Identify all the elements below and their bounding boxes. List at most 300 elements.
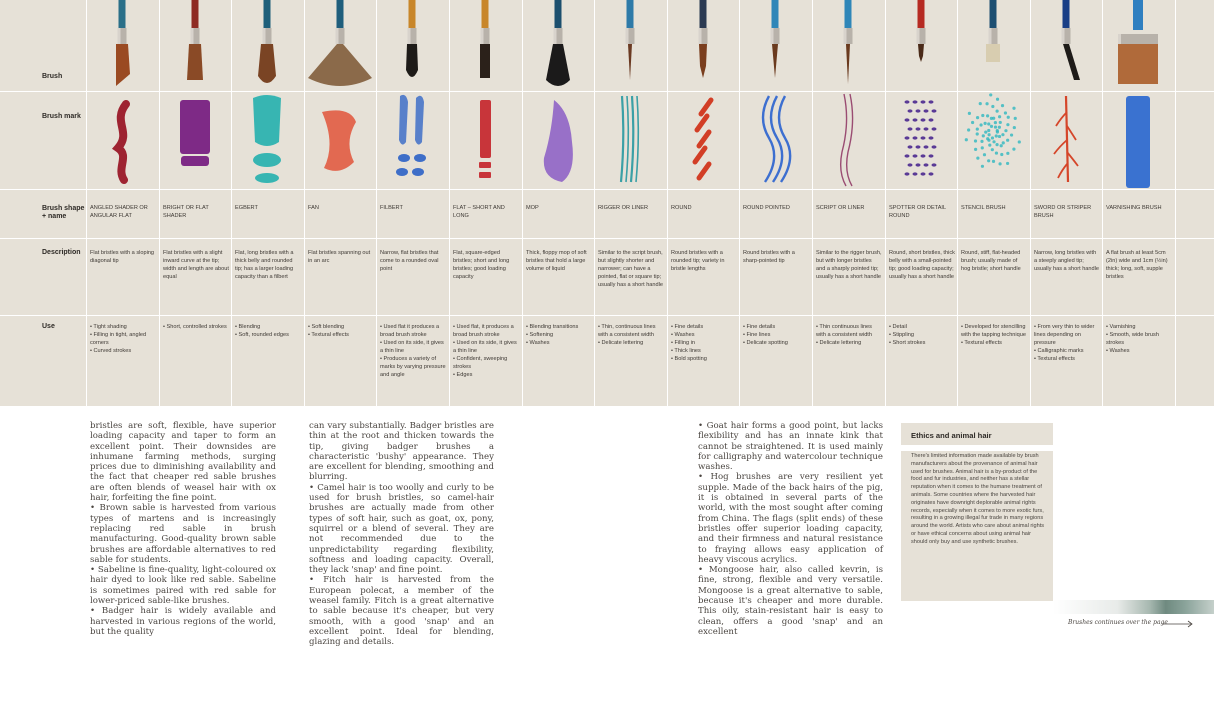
sidebar-divider [901,445,1053,451]
brush-description: A flat brush at least 5cm (2in) wide and 1cm (½in) thick; long, soft, supple bristles [1106,250,1168,280]
paint-mark [181,156,209,166]
paint-mark [1018,140,1021,143]
paint-mark [998,115,1001,118]
paint-mark [976,127,979,130]
paint-mark [996,110,999,113]
paint-mark [999,121,1002,124]
brush-use-item: • Textural effects [961,340,1002,346]
brush-uses [1034,323,1100,363]
paint-mark [913,154,918,157]
brush-use-item: • Blending transitions [526,324,579,330]
paint-mark [908,145,913,148]
body-paragraph: • Brown sable is harvested from various types of martens and is increasingly replacing red sable in brush manufacturing. Good-quality brown sable brushes are affordable alternatives to red sable for students. [90,503,276,565]
brush-illustration [449,0,521,91]
paint-mark [118,104,126,180]
body-paragraph: • Camel hair is too woolly and curly to be used for brush bristles, so camel-hair brushes are actually made from other types of soft hair, such as goat, ox, pony, squirrel or a blend of several. They are not recommended due to the unpredictability regarding flexibility, softness and loading capacity. Overall, they lack 'snap' and fine point. [309,482,494,576]
brush-mark-sample [667,92,739,189]
brush-description: Flat bristles spanning out in an arc [308,250,371,264]
body-text-column-3 [698,421,883,637]
brush-use-item: • Produces a variety of marks by varying pressure and angle [380,356,446,378]
brush-name: ANGLED SHADER OR ANGULAR FLAT [90,205,148,219]
brush-description: Flat, square-edged bristles; short and long bristles; good loading capacity [453,250,510,280]
brush-description: Round bristles with a sharp-pointed tip [743,250,795,264]
brush-mark-sample [449,92,521,189]
paint-mark [913,136,918,139]
body-paragraph: • Mongoose hair, also called kevrin, is fine, strong, flexible and very versatile. Mongoose is a great alternative to sable, because it's cheaper and more durable. This oily, stain-resistant hair is easy to clean, offers a good 'snap' and an excellent [698,565,883,637]
paint-mark [994,121,997,124]
paint-mark [971,121,974,124]
paint-mark [847,94,853,186]
paint-mark [929,136,934,139]
brush-name: SCRIPT OR LINER [816,205,865,211]
paint-mark [921,154,926,157]
brush-uses [816,323,882,347]
brush-illustration [739,0,811,91]
paint-mark [924,145,929,148]
brush-handle [555,0,562,30]
paint-mark [398,154,410,162]
paint-mark [905,136,910,139]
paint-mark [987,139,990,142]
brush-use-item: • Soft, rounded edges [235,332,289,338]
paint-mark [1010,133,1013,136]
paint-mark [982,134,985,137]
brush-bristles [772,44,778,78]
brush-bristles [308,44,372,86]
paint-mark [1066,96,1068,182]
paint-mark [479,162,491,168]
brush-uses [526,323,592,347]
brush-illustration [231,0,303,91]
brush-illustration [522,0,594,91]
brush-use-item: • Used on its side, it gives a thin line [380,340,444,354]
brush-name: STENCIL BRUSH [961,205,1006,211]
brush-handle [700,0,707,30]
brush-uses [308,323,374,339]
paint-mark [701,100,711,114]
brush-uses [90,323,156,355]
brush-description: Round bristles with a rounded tip; variety in bristle lengths [671,250,725,272]
brush-use-item: • Blending [235,324,261,330]
paint-mark [988,143,991,146]
brush-name: ROUND [671,205,692,211]
brush-use-item: • Thin, continuous lines with a consistent width [598,324,656,338]
brush-use-item: • Short, controlled strokes [163,324,227,330]
brush-use-item: • Washes [1106,348,1130,354]
paint-mark [996,129,999,132]
brush-use-item: • Filling in tight, angled corners [90,332,147,346]
brush-use-item: • Textural effects [1034,356,1075,362]
brush-name: EGBERT [235,205,258,211]
paint-mark [631,96,633,182]
brush-bristles [187,44,203,80]
paint-mark [322,110,356,171]
table-column-divider [1175,0,1176,406]
paint-mark [989,93,992,96]
brush-handle [772,0,779,30]
paint-mark [180,100,210,154]
paint-mark [415,96,424,145]
body-paragraph: • Hog brushes are very resilient yet supple. Made of the back hairs of the pig, it is obtained in several parts of the world, with the most sought after coming from China. The flags (split ends) of these bristles offer superior loading capacity, and their firmness and natural resistance to fraying allows easy application of heavy viscous acrylics. [698,472,883,565]
paint-mark [1000,144,1003,147]
paint-mark [974,139,977,142]
body-text-column-1 [90,421,276,637]
paint-mark [913,100,918,103]
table-row-divider [0,189,1214,190]
brush-name: FAN [308,205,319,211]
brush-uses [961,323,1027,347]
paint-mark [1006,139,1009,142]
brush-description: Flat, long bristles with a thick belly and rounded tip; has a larger loading capacity than a filbert [235,250,294,280]
paint-mark [905,154,910,157]
paint-mark [913,172,918,175]
paint-mark [1002,141,1005,144]
paint-mark [965,138,968,141]
body-paragraph: • Badger hair is widely available and harvested in various regions of the world, but the quality [90,606,276,637]
brush-mark-sample [1102,92,1174,189]
brush-use-item: • Detail [889,324,907,330]
brush-use-item: • From very thin to wider lines depending on pressure [1034,324,1095,346]
paint-mark [983,153,986,156]
brush-mark-sample [594,92,666,189]
paint-mark [998,126,1001,129]
brush-handle [845,0,852,30]
paint-mark [921,118,926,121]
paint-mark [921,172,926,175]
body-text-column-2 [309,421,494,648]
brush-name: SPOTTER OR DETAIL ROUND [889,205,946,219]
paint-mark [621,96,623,182]
row-label-shape-name: Brush shape + name [42,205,85,220]
brush-bristles [1118,44,1158,84]
body-paragraph: bristles are soft, flexible, have superior loading capacity and taper to form an excellent point. Their downsides are inhumane farming methods, surging prices due to diminishing availability and the fact that cheaper red sable brushes are often blends of weasel hair with ox hair, forfeiting the fine point. [90,421,276,504]
paint-mark [924,163,929,166]
paint-mark [1006,123,1009,126]
paint-mark [990,117,993,120]
brush-illustration [304,0,376,91]
brush-use-item: • Delicate spotting [743,340,788,346]
brush-handle [409,0,416,30]
paint-mark [998,162,1001,165]
paint-mark [984,131,987,134]
brush-bristles [480,44,490,78]
paint-mark [908,163,913,166]
paint-mark [994,125,997,128]
paint-mark [981,146,984,149]
paint-mark [924,109,929,112]
ethics-sidebar [901,423,1053,601]
brush-use-item: • Edges [453,372,473,378]
paint-mark [990,125,993,128]
color-swatch-strip [1053,600,1214,614]
paint-mark [399,95,408,145]
brush-mark-sample [159,92,231,189]
brush-description: Narrow, long bristles with a steeply angled tip; usually has a short handle [1034,250,1099,272]
brush-mark-sample [885,92,957,189]
brush-uses [235,323,301,339]
sidebar-title: Ethics and animal hair [911,431,992,440]
paint-mark [979,102,982,105]
brush-illustration [159,0,231,91]
brush-use-item: • Bold spotting [671,356,707,362]
brush-handle [1133,0,1143,30]
brush-use-item: • Confident, sweeping strokes [453,356,508,370]
paint-mark [991,136,994,139]
paint-mark [1054,140,1067,154]
brush-handle [627,0,634,30]
brush-illustration [812,0,884,91]
paint-mark [396,168,408,176]
row-label-use: Use [42,323,55,330]
brush-description: Similar to the rigger brush, but with longer bristles and a sharply pointed tip; usually has a short handle [816,250,882,280]
brush-description: Round, short bristles, thick belly with a small-pointed tip; good loading capacity; usually has a short handle [889,250,955,280]
brush-use-item: • Filling in [671,340,696,346]
brush-name: FLAT – SHORT AND LONG [453,205,505,219]
paint-mark [1001,133,1004,136]
body-paragraph: can vary substantially. Badger bristles are thin at the root and thicken towards the tip, giving badger brushes a characteristic 'bushy' appearance. They are excellent for blending, smoothing and blurring. [309,421,494,483]
paint-mark [253,95,281,146]
paint-mark [929,118,934,121]
brush-bristles [406,44,418,77]
brush-name: RIGGER OR LINER [598,205,649,211]
brush-use-item: • Stippling [889,332,914,338]
paint-mark [1006,162,1009,165]
row-label-brush-mark: Brush mark [42,113,81,120]
brush-handle [119,0,126,30]
paint-mark [921,136,926,139]
brush-name: BRIGHT OR FLAT SHADER [163,205,209,219]
brush-illustration [1030,0,1102,91]
brush-name: FILBERT [380,205,403,211]
paint-mark [1056,112,1067,126]
paint-mark [991,148,994,151]
brush-use-item: • Curved strokes [90,348,132,354]
paint-mark [1000,153,1003,156]
brush-mark-sample [812,92,884,189]
paint-mark [1067,126,1076,140]
paint-mark [924,127,929,130]
brush-mark-sample [522,92,594,189]
paint-mark [916,145,921,148]
brush-use-item: • Thick lines [671,348,701,354]
paint-mark [976,157,979,160]
brush-name: MOP [526,205,539,211]
brush-uses [671,323,737,363]
paint-mark [1012,148,1015,151]
paint-mark [697,116,707,130]
brush-handle [192,0,199,30]
paint-mark [1058,164,1067,178]
paint-mark [916,127,921,130]
paint-mark [932,109,937,112]
paint-mark [699,132,709,146]
brush-bristles [116,44,130,86]
brush-uses [380,323,446,379]
paint-mark [412,168,424,176]
paint-mark [979,123,982,126]
brush-description: Thick, floppy mop of soft bristles that hold a large volume of liquid [526,250,587,272]
brush-handle [482,0,489,30]
brush-mark-sample [304,92,376,189]
brush-illustration [957,0,1029,91]
paint-mark [974,148,977,151]
paint-mark [695,148,705,162]
brush-use-item: • Calligraphic marks [1034,348,1084,354]
paint-mark [967,128,970,131]
brush-mark-sample [231,92,303,189]
brush-use-item: • Used flat it produces a broad brush stroke [380,324,440,338]
brush-name: ROUND POINTED [743,205,790,211]
brush-uses [163,323,229,331]
paint-mark [699,164,709,178]
brush-uses [1106,323,1172,355]
brush-use-item: • Used on its side, it gives a thin line [453,340,517,354]
paint-mark [968,112,971,115]
arrow-right-icon [1162,620,1194,628]
paint-mark [981,165,984,168]
paint-mark [992,160,995,163]
paint-mark [932,127,937,130]
brush-description: Flat bristles with a slight inward curve at the tip; width and length are about equal [163,250,229,280]
paint-mark [1004,111,1007,114]
brush-use-item: • Fine lines [743,332,771,338]
paint-mark [929,100,934,103]
brush-use-item: • Tight shading [90,324,127,330]
paint-mark [916,163,921,166]
brush-use-item: • Fine details [743,324,776,330]
brush-use-item: • Short strokes [889,340,926,346]
paint-mark [908,127,913,130]
brush-handle [990,0,997,30]
brush-bristles [546,44,570,86]
table-row-divider [0,238,1214,239]
brush-use-item: • Used flat, it produces a broad brush stroke [453,324,514,338]
brush-illustration [86,0,158,91]
paint-mark [981,114,984,117]
row-label-brush: Brush [42,73,63,80]
paint-mark [995,134,998,137]
brush-mark-sample [1030,92,1102,189]
paint-mark [995,151,998,154]
paint-mark [841,94,847,186]
paint-mark [1126,96,1150,188]
paint-mark [414,154,426,162]
brush-use-item: • Varnishing [1106,324,1136,330]
brush-use-item: • Smooth, wide brush strokes [1106,332,1159,346]
brush-uses [453,323,519,379]
brush-mark-sample [86,92,158,189]
brush-use-item: • Delicate lettering [598,340,644,346]
body-paragraph: • Sabeline is fine-quality, light-coloured ox hair dyed to look like red sable. Sabeline is sometimes paired with red sable for lower-priced sable-like brushes. [90,565,276,607]
brush-handle [1063,0,1070,30]
paint-mark [1013,126,1016,129]
paint-mark [916,109,921,112]
paint-mark [980,140,983,143]
paint-mark [991,105,994,108]
brush-bristles [846,44,850,84]
brush-bristles [918,44,924,62]
paint-mark [998,135,1001,138]
brush-illustration [667,0,739,91]
paint-mark [255,173,279,183]
paint-mark [987,122,990,125]
brush-handle [264,0,271,30]
brush-name: SWORD OR STRIPER BRUSH [1034,205,1092,219]
brush-illustration [1102,0,1174,91]
paint-mark [1001,104,1004,107]
paint-mark [987,159,990,162]
brush-handle [337,0,344,30]
paint-mark [1007,116,1010,119]
paint-mark [929,154,934,157]
paint-mark [480,100,491,158]
brush-use-item: • Washes [671,332,695,338]
brush-uses [598,323,664,347]
brush-mark-sample [957,92,1029,189]
brush-description: Narrow, flat bristles that come to a rounded oval point [380,250,439,272]
paint-mark [1006,152,1009,155]
brush-use-item: • Fine details [671,324,704,330]
paint-mark [905,118,910,121]
paint-mark [908,109,913,112]
paint-mark [995,143,998,146]
paint-mark [932,163,937,166]
row-label-description: Description [42,249,81,256]
paint-mark [1014,117,1017,120]
body-paragraph: • Fitch hair is harvested from the European polecat, a member of the weasel family. Fitch is a great alternative to sable because it's cheaper, but very smooth, with a good 'snap' and an excellent point. Ideal for blending, glazing and details. [309,575,494,648]
brush-use-item: • Soft blending [308,324,345,330]
sidebar-text: There's limited information made available by brush manufacturers about the provenance of animal hair used for brushes. Animal hair is a by-product of the food and fur industries, and neither has a stellar reputation when it comes to the humane treatment of animals. Some countries where the harvested hair originates have downright deplorable animal rights records, especially when it comes to more exotic furs, resulting in a growing illegal fur trade in many regions around the world. Artists who care about animal rights or have ethical concerns about using animal hair should only buy and use synthetic brushes. [911,453,1045,545]
brush-use-item: • Softening [526,332,554,338]
paint-mark [984,122,987,125]
brush-description: Flat bristles with a sloping diagonal tip [90,250,155,264]
brush-bristles [986,44,1000,62]
paint-mark [985,102,988,105]
paint-mark [1004,129,1007,132]
paint-mark [913,118,918,121]
brush-bristles [699,44,707,78]
paint-mark [992,140,995,143]
brush-mark-sample [739,92,811,189]
brush-mark-sample [376,92,448,189]
brush-handle [918,0,925,30]
brush-illustration [376,0,448,91]
brush-description: Round, stiff, flat-headed brush; usually made of hog bristle; short handle [961,250,1021,272]
continues-note: Brushes continues over the page [1068,619,1168,626]
paint-mark [626,96,628,182]
brush-name: VARNISHING BRUSH [1106,205,1162,211]
brush-bristles [628,44,632,80]
brush-use-item: • Textural effects [308,332,349,338]
paint-mark [987,129,990,132]
paint-mark [929,172,934,175]
paint-mark [544,100,573,182]
brush-uses [889,323,955,347]
paint-mark [921,100,926,103]
paint-mark [932,145,937,148]
paint-mark [986,114,989,117]
paint-mark [976,116,979,119]
brush-use-item: • Delicate lettering [816,340,862,346]
paint-mark [987,133,990,136]
brush-illustration [885,0,957,91]
paint-mark [996,98,999,101]
body-paragraph: • Goat hair forms a good point, but lacks flexibility and has an innate kink that cannot be straightened. It is used mainly for calligraphy and watercolour technique washes. [698,421,883,473]
paint-mark [905,172,910,175]
brush-use-item: • Developed for stencilling with the tapping technique [961,324,1026,338]
paint-mark [905,100,910,103]
brush-use-item: • Washes [526,340,550,346]
